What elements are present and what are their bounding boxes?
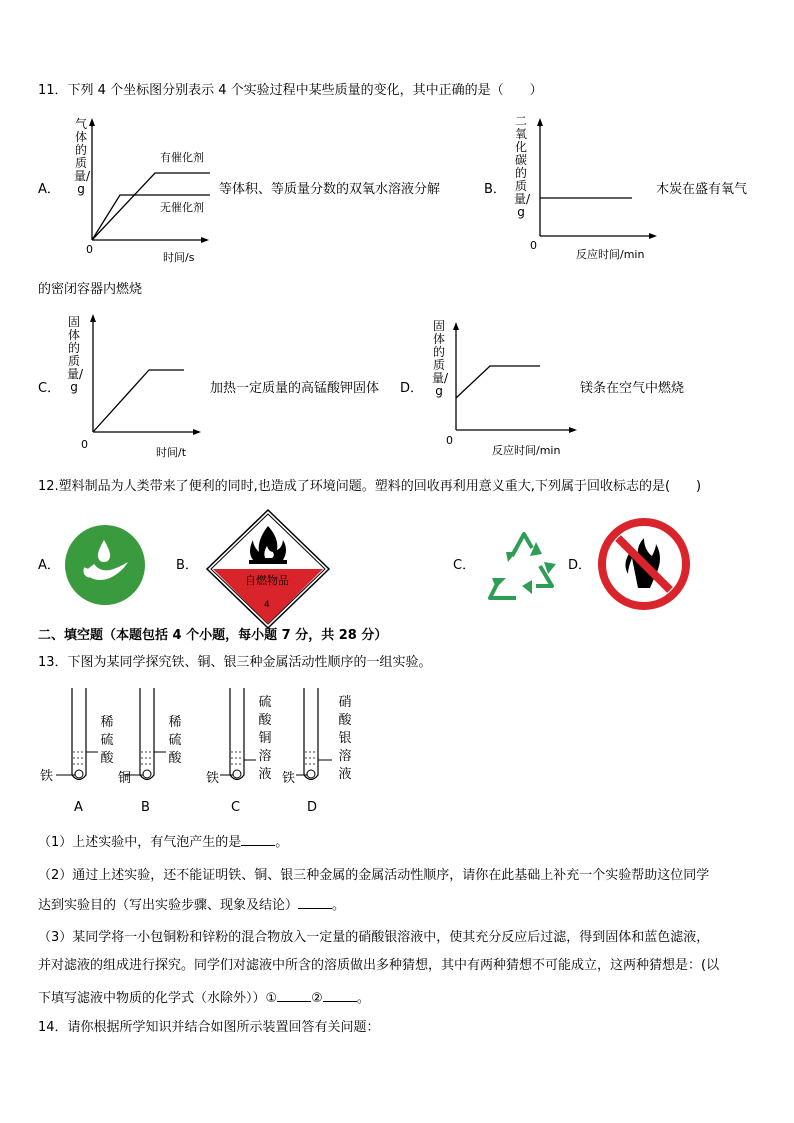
hazard-sign-text: 自燃物品 — [245, 574, 289, 587]
q13-part-1-end: 。 — [275, 835, 289, 850]
q13-part-2-line-1: （2）通过上述实验，还不能证明铁、铜、银三种金属的金属活动性顺序，请你在此基础上补充一个实验帮助这位同学 — [38, 868, 710, 883]
q11-c-origin: 0 — [81, 438, 88, 451]
q13-part-1 — [38, 833, 288, 851]
q11-a-upper-label: 有催化剂 — [160, 151, 204, 164]
q12-option-d-letter: D． — [568, 558, 592, 573]
tube-a-metal: 铁 — [40, 769, 54, 784]
q12-option-b-letter: B． — [176, 558, 198, 573]
q11-option-a-letter: A． — [38, 182, 60, 197]
q11-c-ylabel: 固体的质量/g — [67, 315, 84, 394]
tube-d-metal: 铁 — [282, 771, 296, 786]
q11-c-xlabel: 时间/t — [156, 446, 187, 459]
tube-a-solution: 稀硫酸 — [100, 715, 114, 766]
q13-part-3-blank-1[interactable] — [277, 989, 311, 1002]
q13-stem: 13．下图为某同学探究铁、铜、银三种金属活动性顺序的一组实验。 — [38, 655, 432, 670]
tube-d-solution: 硝酸银溶液 — [338, 695, 352, 782]
q11-a-ylabel: 气体的质量/g — [74, 117, 91, 196]
q13-part-3-circle-2: ② — [311, 991, 323, 1006]
q13-part-2-text: 达到实验目的（写出实验步骤、现象及结论） — [38, 898, 299, 913]
q11-stem: 11．下列 4 个坐标图分别表示 4 个实验过程中某些质量的变化，其中正确的是（ ） — [38, 83, 543, 98]
tube-b-solution: 稀硫酸 — [168, 715, 182, 766]
tube-a-label: A — [74, 800, 83, 815]
q13-part-2-end: 。 — [332, 898, 346, 913]
q13-part-2-line-2 — [38, 896, 345, 914]
q11-a-xlabel: 时间/s — [163, 251, 195, 264]
q11-d-description: 镁条在空气中燃烧 — [580, 381, 685, 396]
q12-option-a-letter: A． — [38, 558, 60, 573]
tube-d-label: D — [307, 800, 318, 815]
q11-b-description-1: 木炭在盛有氧气 — [656, 182, 748, 197]
q14-stem: 14．请你根据所学知识并结合如图所示装置回答有关问题： — [38, 1020, 380, 1035]
q11-a-description: 等体积、等质量分数的双氧水溶液分解 — [219, 182, 441, 197]
q11-option-d-letter: D． — [400, 381, 424, 396]
q13-part-2-blank[interactable] — [298, 896, 332, 909]
q13-part-3-text: 下填写滤液中物质的化学式（水除外））① — [38, 991, 278, 1006]
hazard-sign-number: 4 — [264, 600, 270, 610]
q11-d-origin: 0 — [446, 434, 453, 447]
q13-part-1-text: （1）上述实验中，有气泡产生的是 — [38, 835, 242, 850]
section-2-heading: 二、填空题（本题包括 4 个小题，每小题 7 分，共 28 分） — [38, 628, 388, 643]
tube-b-metal: 铜 — [118, 771, 132, 786]
q13-part-3-end: 。 — [356, 991, 370, 1006]
tube-b-label: B — [141, 800, 150, 815]
q13-part-3-line-2: 并对滤液的组成进行探究。同学们对滤液中所含的溶质做出多种猜想，其中有两种猜想不可能成立，这两种猜想是：(以 — [38, 958, 720, 973]
q11-a-origin: 0 — [86, 243, 93, 256]
q13-part-3-line-1: （3）某同学将一小包铜粉和锌粉的混合物放入一定量的硝酸银溶液中，使其充分反应后过滤，得到固体和蓝色滤液， — [38, 930, 710, 945]
q11-d-xlabel: 反应时间/min — [492, 444, 561, 457]
q11-b-description-2: 的密闭容器内燃烧 — [38, 282, 143, 297]
q12-stem: 12.塑料制品为人类带来了便利的同时,也造成了环境问题。塑料的回收再利用意义重大,下列属于回收标志的是( ) — [38, 479, 702, 494]
q13-part-3-blank-2[interactable] — [323, 989, 357, 1002]
tube-c-solution: 硫酸铜溶液 — [258, 695, 272, 782]
q11-option-b-letter: B． — [484, 182, 506, 197]
q13-part-3-line-3 — [38, 989, 370, 1007]
q11-c-description: 加热一定质量的高锰酸钾固体 — [210, 381, 380, 396]
q11-b-ylabel: 二氧化碳的质量/g — [514, 114, 531, 219]
q11-d-ylabel: 固体的质量/g — [432, 319, 449, 398]
tube-c-label: C — [231, 800, 241, 815]
q11-b-origin: 0 — [530, 239, 537, 252]
q11-b-xlabel: 反应时间/min — [576, 248, 645, 261]
q13-part-1-blank[interactable] — [241, 833, 275, 846]
q11-a-lower-label: 无催化剂 — [160, 201, 204, 214]
q12-option-c-letter: C． — [453, 558, 476, 573]
q11-option-c-letter: C． — [38, 381, 61, 396]
tube-c-metal: 铁 — [206, 771, 220, 786]
